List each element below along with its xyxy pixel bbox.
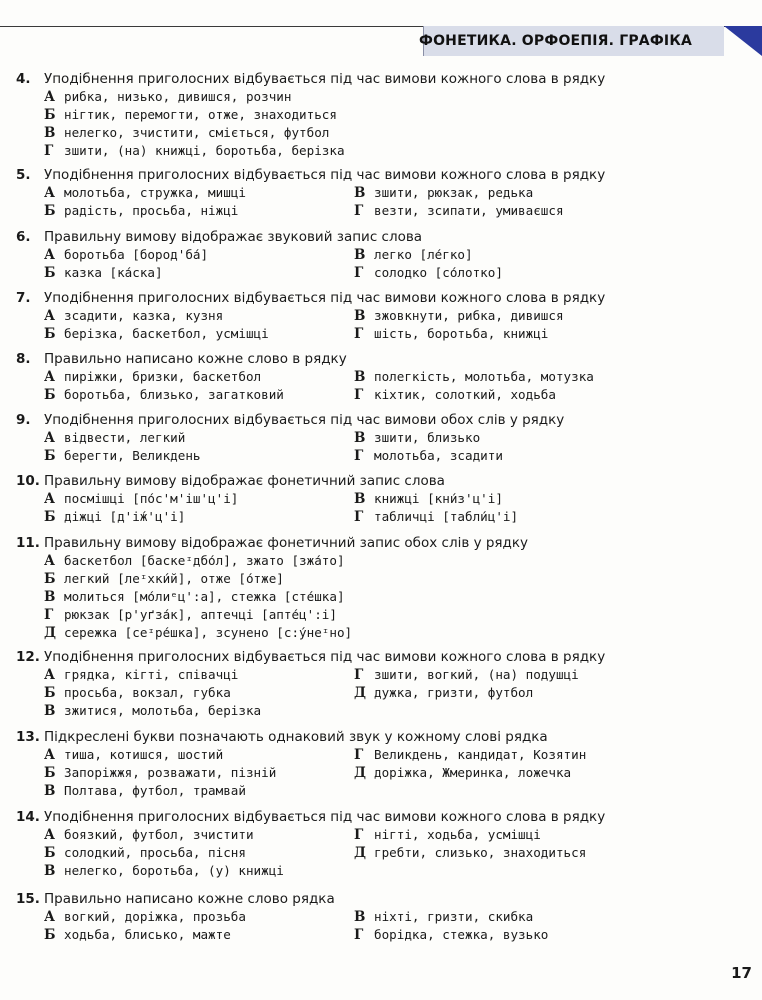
answer-option[interactable] [44,508,354,526]
answer-option[interactable] [44,764,354,782]
question-text: Правильно написано кожне слово рядка [44,891,335,907]
option-letter: А [44,185,55,201]
option-letter: Д [354,685,367,701]
option-text: зжовкнути, рибка, дивишся [374,308,564,323]
option-text: нігтик, перемогти, отже, знаходиться [64,107,337,122]
answer-options [44,307,748,343]
option-text: кіхтик, солоткий, ходьба [374,387,556,402]
option-letter: Г [354,827,364,843]
option-letter: В [354,369,366,385]
option-letter: Б [44,265,56,281]
page-number: 17 [731,964,752,982]
answer-options [44,908,748,944]
option-letter: В [354,430,366,446]
option-text: боязкий, футбол, зчистити [64,827,254,842]
option-text: зжитися, молотьба, берізка [64,703,262,718]
answer-option[interactable] [354,844,748,862]
option-text: боротьба [бород'ба́] [64,247,209,262]
answer-option[interactable] [44,264,354,282]
option-letter: В [354,491,366,507]
option-letter: Г [354,265,364,281]
options-column-left [44,246,354,282]
option-letter: В [44,783,56,799]
answer-option[interactable] [44,908,354,926]
option-text: дужка, гризти, футбол [374,685,534,700]
options-column-left [44,88,748,160]
answer-option[interactable] [354,508,748,526]
question-text: Правильну вимову відображає фонетичний запис слова [44,473,445,489]
option-text: пиріжки, бризки, баскетбол [64,369,262,384]
option-letter: А [44,247,55,263]
option-text: ніхті, гризти, скибка [374,909,534,924]
answer-option[interactable] [44,926,354,944]
options-column-left [44,666,354,720]
option-text: відвести, легкий [64,430,186,445]
options-column-left [44,307,354,343]
option-letter: А [44,369,55,385]
question-text: Уподібнення приголосних відбувається під час вимови обох слів у рядку [44,412,565,428]
option-letter: А [44,553,55,569]
question-text: Уподібнення приголосних відбувається під час вимови кожного слова в рядку [44,167,606,183]
answer-option[interactable] [44,124,748,142]
option-text: молиться [мо́лиᵉц':а], стежка [сте́шка] [64,589,345,604]
option-text: Запоріжжя, розважати, пізній [64,765,277,780]
option-letter: Б [44,326,56,342]
answer-option[interactable] [44,106,748,124]
option-letter: Б [44,765,56,781]
option-text: молотьба, зсадити [374,448,503,463]
option-letter: Г [354,747,364,763]
question-10 [16,472,748,526]
question-5 [16,166,748,220]
answer-option[interactable] [354,325,748,343]
option-text: нігті, ходьба, усмішці [374,827,541,842]
option-letter: Д [44,625,57,641]
question-number: 10. [16,473,40,489]
option-text: рюкзак [р'уґза́к], аптечці [апте́ц':і] [64,607,337,622]
option-letter: Б [44,203,56,219]
answer-option[interactable] [44,490,354,508]
option-letter: Б [44,685,56,701]
option-text: солодкий, просьба, пісня [64,845,246,860]
question-number: 6. [16,229,31,245]
option-letter: Д [354,765,367,781]
answer-option[interactable] [44,447,354,465]
option-text: сережка [сеᶦре́шка], зсунено [с:у́неᶦно] [64,625,353,640]
question-stem [16,728,748,746]
option-letter: А [44,89,55,105]
question-text: Уподібнення приголосних відбувається під час вимови кожного слова в рядку [44,290,606,306]
question-stem [16,890,748,908]
options-column-right [354,307,748,343]
option-letter: А [44,747,55,763]
option-text: зшити, рюкзак, редька [374,185,534,200]
option-text: зшити, вогкий, (на) подушці [374,667,579,682]
option-letter: В [44,703,56,719]
question-text: Правильну вимову відображає фонетичний запис обох слів у рядку [44,535,529,551]
options-column-left [44,184,354,220]
option-text: казка [ка́ска] [64,265,163,280]
question-number: 8. [16,351,31,367]
answer-option[interactable] [354,764,748,782]
option-text: молотьба, стружка, мишці [64,185,246,200]
options-column-left [44,368,354,404]
answer-option[interactable] [354,908,748,926]
options-column-right [354,184,748,220]
question-number: 14. [16,809,40,825]
option-text: вогкий, доріжка, прозьба [64,909,246,924]
option-text: зшити, близько [374,430,481,445]
option-letter: Г [354,667,364,683]
answer-option[interactable] [354,264,748,282]
question-stem [16,228,748,246]
question-number: 4. [16,71,31,87]
option-letter: Б [44,571,56,587]
option-text: грядка, кігті, співачці [64,667,239,682]
answer-option[interactable] [44,782,354,800]
option-text: берізка, баскетбол, усмішці [64,326,269,341]
answer-option[interactable] [354,246,748,264]
question-number: 12. [16,649,40,665]
option-letter: Г [354,927,364,943]
options-column-left [44,746,354,800]
answer-options [44,184,748,220]
option-text: ходьба, блисько, мажте [64,927,231,942]
options-column-left [44,490,354,526]
answer-option[interactable] [44,88,748,106]
question-13 [16,728,748,800]
option-text: нелегко, зчистити, сміється, футбол [64,125,330,140]
option-text: просьба, вокзал, губка [64,685,231,700]
answer-options [44,746,748,800]
option-letter: Г [354,509,364,525]
option-text: борідка, стежка, вузько [374,927,549,942]
question-text: Уподібнення приголосних відбувається під час вимови кожного слова в рядку [44,71,606,87]
options-column-left [44,429,354,465]
answer-option[interactable] [44,844,354,862]
answer-option[interactable] [44,666,354,684]
header-corner-triangle [724,26,762,56]
option-text: діжці [д'і́ж'ц'і] [64,509,186,524]
answer-option[interactable] [354,307,748,325]
answer-option[interactable] [354,386,748,404]
answer-option[interactable] [354,368,748,386]
option-text: полегкість, молотьба, мотузка [374,369,594,384]
question-text: Підкреслені букви позначають однаковий звук у кожному слові рядка [44,729,548,745]
answer-option[interactable] [44,570,748,588]
question-15 [16,890,748,944]
question-number: 13. [16,729,40,745]
question-4 [16,70,748,160]
option-letter: В [354,909,366,925]
question-number: 9. [16,412,31,428]
question-text: Уподібнення приголосних відбувається під час вимови кожного слова в рядку [44,649,606,665]
option-letter: А [44,308,55,324]
options-column-left [44,552,748,642]
option-text: зшити, (на) книжці, боротьба, берізка [64,143,345,158]
question-7 [16,289,748,343]
option-text: легко [ле́гко] [374,247,473,262]
answer-options [44,88,748,160]
option-text: книжці [кни́з'ц'і] [374,491,503,506]
question-stem [16,350,748,368]
answer-option[interactable] [44,429,354,447]
option-text: берегти, Великдень [64,448,201,463]
option-letter: Г [354,203,364,219]
option-letter: В [354,308,366,324]
answer-option[interactable] [44,862,354,880]
answer-option[interactable] [44,826,354,844]
question-text: Правильно написано кожне слово в рядку [44,351,347,367]
answer-option[interactable] [354,684,748,702]
question-stem [16,472,748,490]
options-column-right [354,490,748,526]
question-12 [16,648,748,720]
answer-option[interactable] [44,746,354,764]
option-letter: Б [44,448,56,464]
option-letter: А [44,430,55,446]
question-text: Правильну вимову відображає звуковий запис слова [44,229,423,245]
option-text: табличці [табли́ц'і] [374,509,519,524]
question-9 [16,411,748,465]
option-text: шість, боротьба, книжці [374,326,549,341]
options-column-left [44,908,354,944]
answer-options [44,666,748,720]
question-number: 11. [16,535,40,551]
answer-option[interactable] [44,684,354,702]
option-letter: В [44,125,56,141]
option-letter: А [44,827,55,843]
answer-option[interactable] [44,552,748,570]
option-letter: Б [44,387,56,403]
question-8 [16,350,748,404]
answer-option[interactable] [44,368,354,386]
answer-option[interactable] [44,386,354,404]
options-column-right [354,368,748,404]
answer-option[interactable] [44,184,354,202]
question-6 [16,228,748,282]
option-letter: Б [44,845,56,861]
answer-option[interactable] [44,588,748,606]
answer-option[interactable] [354,202,748,220]
options-column-right [354,429,748,465]
option-letter: В [44,863,56,879]
question-14 [16,808,748,880]
option-letter: А [44,909,55,925]
option-letter: Б [44,927,56,943]
page-section-title: ФОНЕТИКА. ОРФОЕПІЯ. ГРАФІКА [419,33,692,49]
option-text: легкий [леᶦхки́й], отже [о́тже] [64,571,284,586]
answer-option[interactable] [354,184,748,202]
question-number: 7. [16,290,31,306]
option-text: Великдень, кандидат, Козятин [374,747,587,762]
answer-options [44,552,748,642]
question-stem [16,648,748,666]
option-text: доріжка, Жмеринка, ложечка [374,765,572,780]
question-stem [16,534,748,552]
options-column-left [44,826,354,880]
options-column-right [354,666,748,720]
option-text: тиша, котишся, шостий [64,747,224,762]
option-text: баскетбол [баскеᶦдбо́л], зжато [зжа́то] [64,553,345,568]
option-letter: Г [44,607,54,623]
answer-option[interactable] [44,325,354,343]
answer-option[interactable] [44,606,748,624]
question-stem [16,166,748,184]
options-column-right [354,826,748,880]
option-letter: Б [44,509,56,525]
answer-option[interactable] [354,746,748,764]
question-text: Уподібнення приголосних відбувається під час вимови кожного слова в рядку [44,809,606,825]
question-stem [16,808,748,826]
option-letter: Г [354,387,364,403]
question-stem [16,289,748,307]
question-number: 5. [16,167,31,183]
option-text: боротьба, близько, загатковий [64,387,284,402]
option-text: зсадити, казка, кузня [64,308,224,323]
option-text: рибка, низько, дивишся, розчин [64,89,292,104]
answer-options [44,246,748,282]
option-letter: Г [354,326,364,342]
option-letter: Г [354,448,364,464]
question-11 [16,534,748,642]
option-letter: А [44,491,55,507]
answer-option[interactable] [44,202,354,220]
question-stem [16,411,748,429]
answer-option[interactable] [44,307,354,325]
answer-option[interactable] [354,926,748,944]
option-text: гребти, слизько, знаходиться [374,845,587,860]
option-letter: А [44,667,55,683]
answer-options [44,368,748,404]
option-letter: В [44,589,56,605]
options-column-right [354,746,748,800]
answer-option[interactable] [44,246,354,264]
option-letter: Г [44,143,54,159]
answer-option[interactable] [354,666,748,684]
option-text: посмішці [по́с'м'іш'ц'і] [64,491,239,506]
question-stem [16,70,748,88]
answer-options [44,429,748,465]
option-letter: В [354,185,366,201]
answer-option[interactable] [354,447,748,465]
option-text: нелегко, боротьба, (у) книжці [64,863,284,878]
answer-option[interactable] [354,490,748,508]
option-letter: Д [354,845,367,861]
option-text: солодко [со́лотко] [374,265,503,280]
answer-option[interactable] [354,826,748,844]
question-number: 15. [16,891,40,907]
options-column-right [354,246,748,282]
option-letter: В [354,247,366,263]
option-letter: Б [44,107,56,123]
option-text: везти, зсипати, умиваєшся [374,203,564,218]
option-text: радість, просьба, ніжці [64,203,239,218]
answer-options [44,826,748,880]
answer-option[interactable] [44,142,748,160]
answer-option[interactable] [44,702,354,720]
answer-option[interactable] [354,429,748,447]
option-text: Полтава, футбол, трамвай [64,783,246,798]
answer-option[interactable] [44,624,748,642]
answer-options [44,490,748,526]
options-column-right [354,908,748,944]
